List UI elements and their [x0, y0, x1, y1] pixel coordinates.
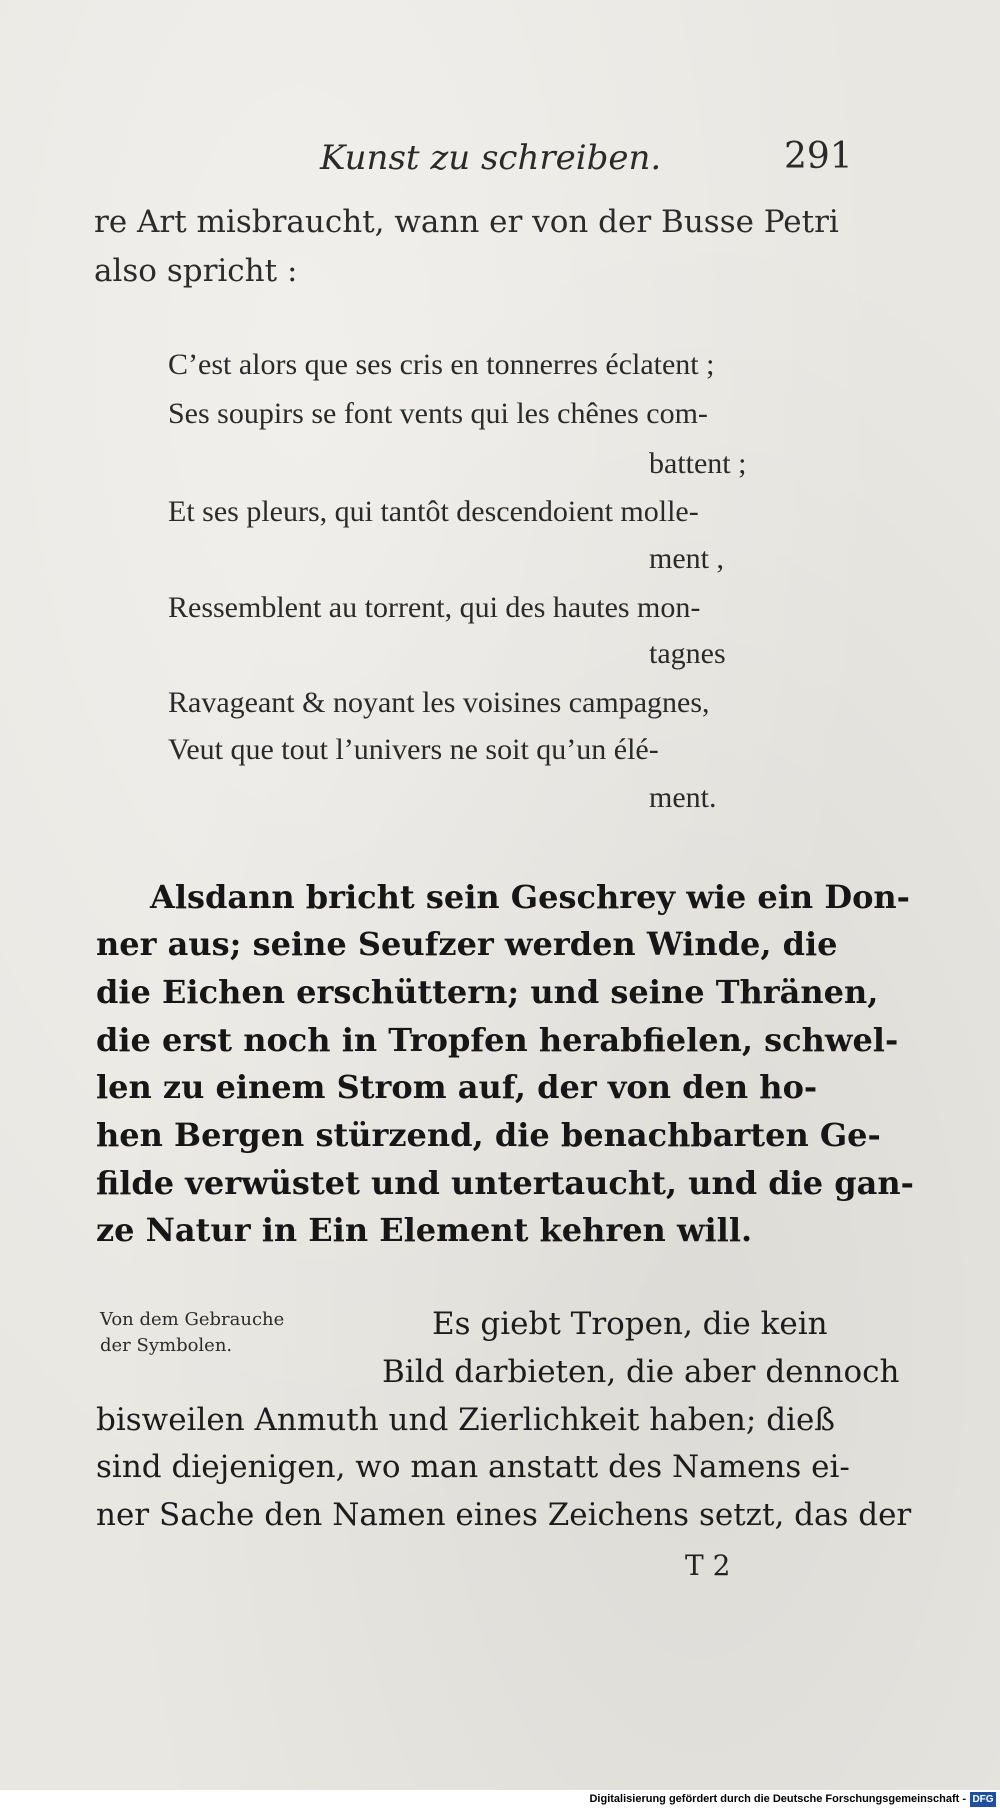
section-line: bisweilen Anmuth und Zierlichkeit haben; dieß: [96, 1402, 836, 1438]
translation-line: Alsdann bricht sein Geschrey wie ein Don-: [150, 878, 910, 916]
digitization-footer: [0, 1790, 1000, 1811]
verse-line: battent ;: [649, 447, 747, 480]
running-header-title: Kunst zu schreiben.: [320, 138, 662, 178]
translation-line: len zu einem Strom auf, der von den ho-: [96, 1068, 818, 1106]
translation-line: ze Natur in Ein Element kehren will.: [96, 1211, 753, 1249]
page-number: 291: [784, 136, 853, 177]
section-line: Es giebt Tropen, die kein: [432, 1306, 828, 1342]
verse-line: Ravageant & noyant les voisines campagnes,: [168, 686, 710, 719]
marginal-note-line: der Symbolen.: [100, 1335, 233, 1356]
verse-line: Veut que tout l’univers ne soit qu’un élé-: [168, 733, 659, 766]
footer-credit: Digitalisierung gefördert durch die Deutsche Forschungsgemeinschaft -: [589, 1793, 966, 1805]
dfg-logo-icon: DFG: [970, 1792, 996, 1807]
marginal-note-line: Von dem Gebrauche: [100, 1309, 285, 1330]
translation-line: filde verwüstet und untertaucht, und die gan-: [96, 1164, 914, 1202]
translation-line: die erst noch in Tropfen herabfielen, schwel-: [96, 1021, 899, 1059]
intro-line: re Art misbraucht, wann er von der Busse Petri: [94, 204, 839, 240]
verse-line: Ses soupirs se font vents qui les chênes com-: [168, 397, 708, 430]
translation-line: ner aus; seine Seufzer werden Winde, die: [96, 925, 838, 963]
verse-line: ment.: [649, 781, 717, 814]
signature-mark: T 2: [685, 1549, 731, 1582]
verse-line: tagnes: [649, 637, 726, 670]
translation-line: die Eichen erschüttern; und seine Thränen,: [96, 973, 879, 1011]
section-line: Bild darbieten, die aber dennoch: [382, 1354, 900, 1390]
verse-line: ment ,: [649, 542, 724, 575]
verse-line: C’est alors que ses cris en tonnerres éclatent ;: [168, 348, 715, 381]
intro-line: also spricht :: [94, 253, 298, 289]
section-line: ner Sache den Namen eines Zeichens setzt, das der: [96, 1497, 912, 1533]
section-line: sind diejenigen, wo man anstatt des Namens ei-: [96, 1449, 850, 1485]
verse-line: Ressemblent au torrent, qui des hautes mon-: [168, 591, 701, 624]
translation-line: hen Bergen stürzend, die benachbarten Ge-: [96, 1116, 881, 1154]
verse-line: Et ses pleurs, qui tantôt descendoient molle-: [168, 495, 699, 528]
